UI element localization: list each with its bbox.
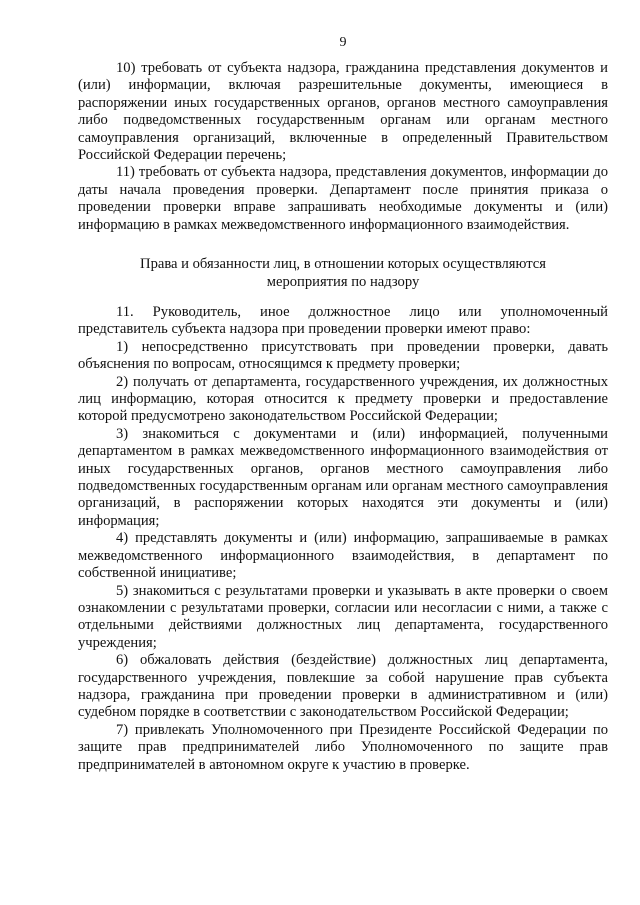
- right-2: 2) получать от департамента, государственного учреждения, их должностных лиц информацию, которая относится к предмету проверки и предоставление которой предусмотрено законодательством Российской Федерации;: [78, 373, 608, 425]
- intro-paragraph: 11. Руководитель, иное должностное лицо или уполномоченный представитель субъекта надзора при проведении проверки имеют право:: [78, 304, 608, 338]
- items-top: [78, 60, 608, 234]
- right-5: 5) знакомиться с результатами проверки и указывать в акте проверки о своем ознакомлении с результатами проверки, согласии или несогласии с ними, а также с отдельными действиями должностных лиц департамента, государственного учреждения;: [78, 582, 608, 651]
- right-6: 6) обжаловать действия (бездействие) должностных лиц департамента, государственного учреждения, повлекшие за собой нарушение прав субъекта надзора, гражданина при проведении проверки в административном и (или) судебном порядке в соответствии с законодательством Российской Федерации;: [78, 652, 608, 721]
- rights-section: [78, 304, 608, 774]
- right-4: 4) представлять документы и (или) информацию, запрашиваемые в рамках межведомственного информационного взаимодействия, в департамент по собственной инициативе;: [78, 530, 608, 582]
- section-heading-line2: мероприятия по надзору: [266, 274, 420, 290]
- right-7: 7) привлекать Уполномоченного при Президенте Российской Федерации по защите прав предпринимателей либо Уполномоченного по защите прав предпринимателей в автономном округе к участию в проверке.: [78, 721, 608, 773]
- item-10: 10) требовать от субъекта надзора, гражданина представления документов и (или) информации, включая разрешительные документы, имеющиеся в распоряжении иных государственных органов, органов местного самоуправления либо подведомственных государственным органам или органам местного самоуправления организаций, включенные в определенный Правительством Российской Федерации перечень;: [78, 60, 608, 164]
- right-1: 1) непосредственно присутствовать при проведении проверки, давать объяснения по вопросам, относящимся к предмету проверки;: [78, 338, 608, 373]
- section-heading: [78, 255, 608, 291]
- section-heading-line1: Права и обязанности лиц, в отношении которых осуществляются: [140, 256, 546, 272]
- right-3: 3) знакомиться с документами и (или) информацией, полученными департаментом в рамках межведомственного информационного взаимодействия от иных государственных органов, органов местного самоуправления либо подведомственных государственным органам или органам местного самоуправления организаций, в распоряжении которых находятся эти документы и (или) информация;: [78, 425, 608, 529]
- item-11: 11) требовать от субъекта надзора, представления документов, информации до даты начала проведения проверки. Департамент после принятия приказа о проведении проверки вправе запрашивать необходимые документы и (или) информацию в рамках межведомственного информационного взаимодействия.: [78, 164, 608, 233]
- page-number: 9: [339, 35, 347, 50]
